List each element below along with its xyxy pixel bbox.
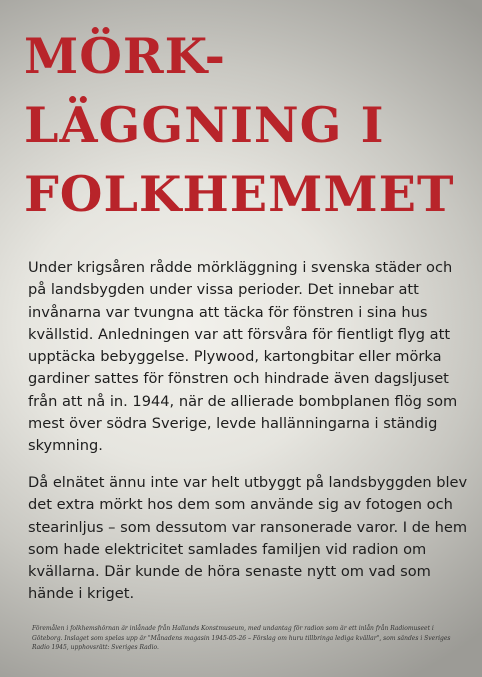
sign-title (24, 22, 464, 229)
credits-note: Föremålen i folkhemshörnan är inlånade från Hallands Konstmuseum, med undantag för radion som är ett inlån från Radiomuseet i Göteborg. Inslaget som spelas upp är "Månadens magasin 1945-05-26 – Förslag om huru tillbringa lediga kvällar", som sändes i Sveriges Radio 1945, upphovsrätt: Sveriges Radio. (32, 625, 451, 651)
body-paragraph-1: Under krigsåren rådde mörkläggning i svenska städer och på landsbygden under vissa perioder. Det innebar att invånarna var tvungna att täcka för fönstren i sina hus kvällstid. Anledningen var att försvåra för fientligt flyg att upptäcka bebyggelse. Plywood, kartongbitar eller mörka gardiner sattes för fönstren och hindrade även dagsljuset från att nå in. 1944, när de allierade bombplanen flög som mest över södra Sverige, levde hallänningarna i ständig skymning. (28, 259, 458, 455)
title-line-3: FOLKHEMMET (24, 165, 455, 223)
body-paragraph-2: Då elnätet ännu inte var helt utbyggt på landsbyggden blev det extra mörkt hos dem som använde sig av fotogen och stearinljus – som dessutom var ransonerade varor. I de hem som hade elektricitet samlades familjen vid radion om kvällarna. Där kunde de höra senaste nytt om vad som hände i kriget. (28, 474, 468, 603)
title-line-2: LÄGGNING I (24, 96, 385, 154)
title-line-1: MÖRK- (24, 27, 227, 85)
